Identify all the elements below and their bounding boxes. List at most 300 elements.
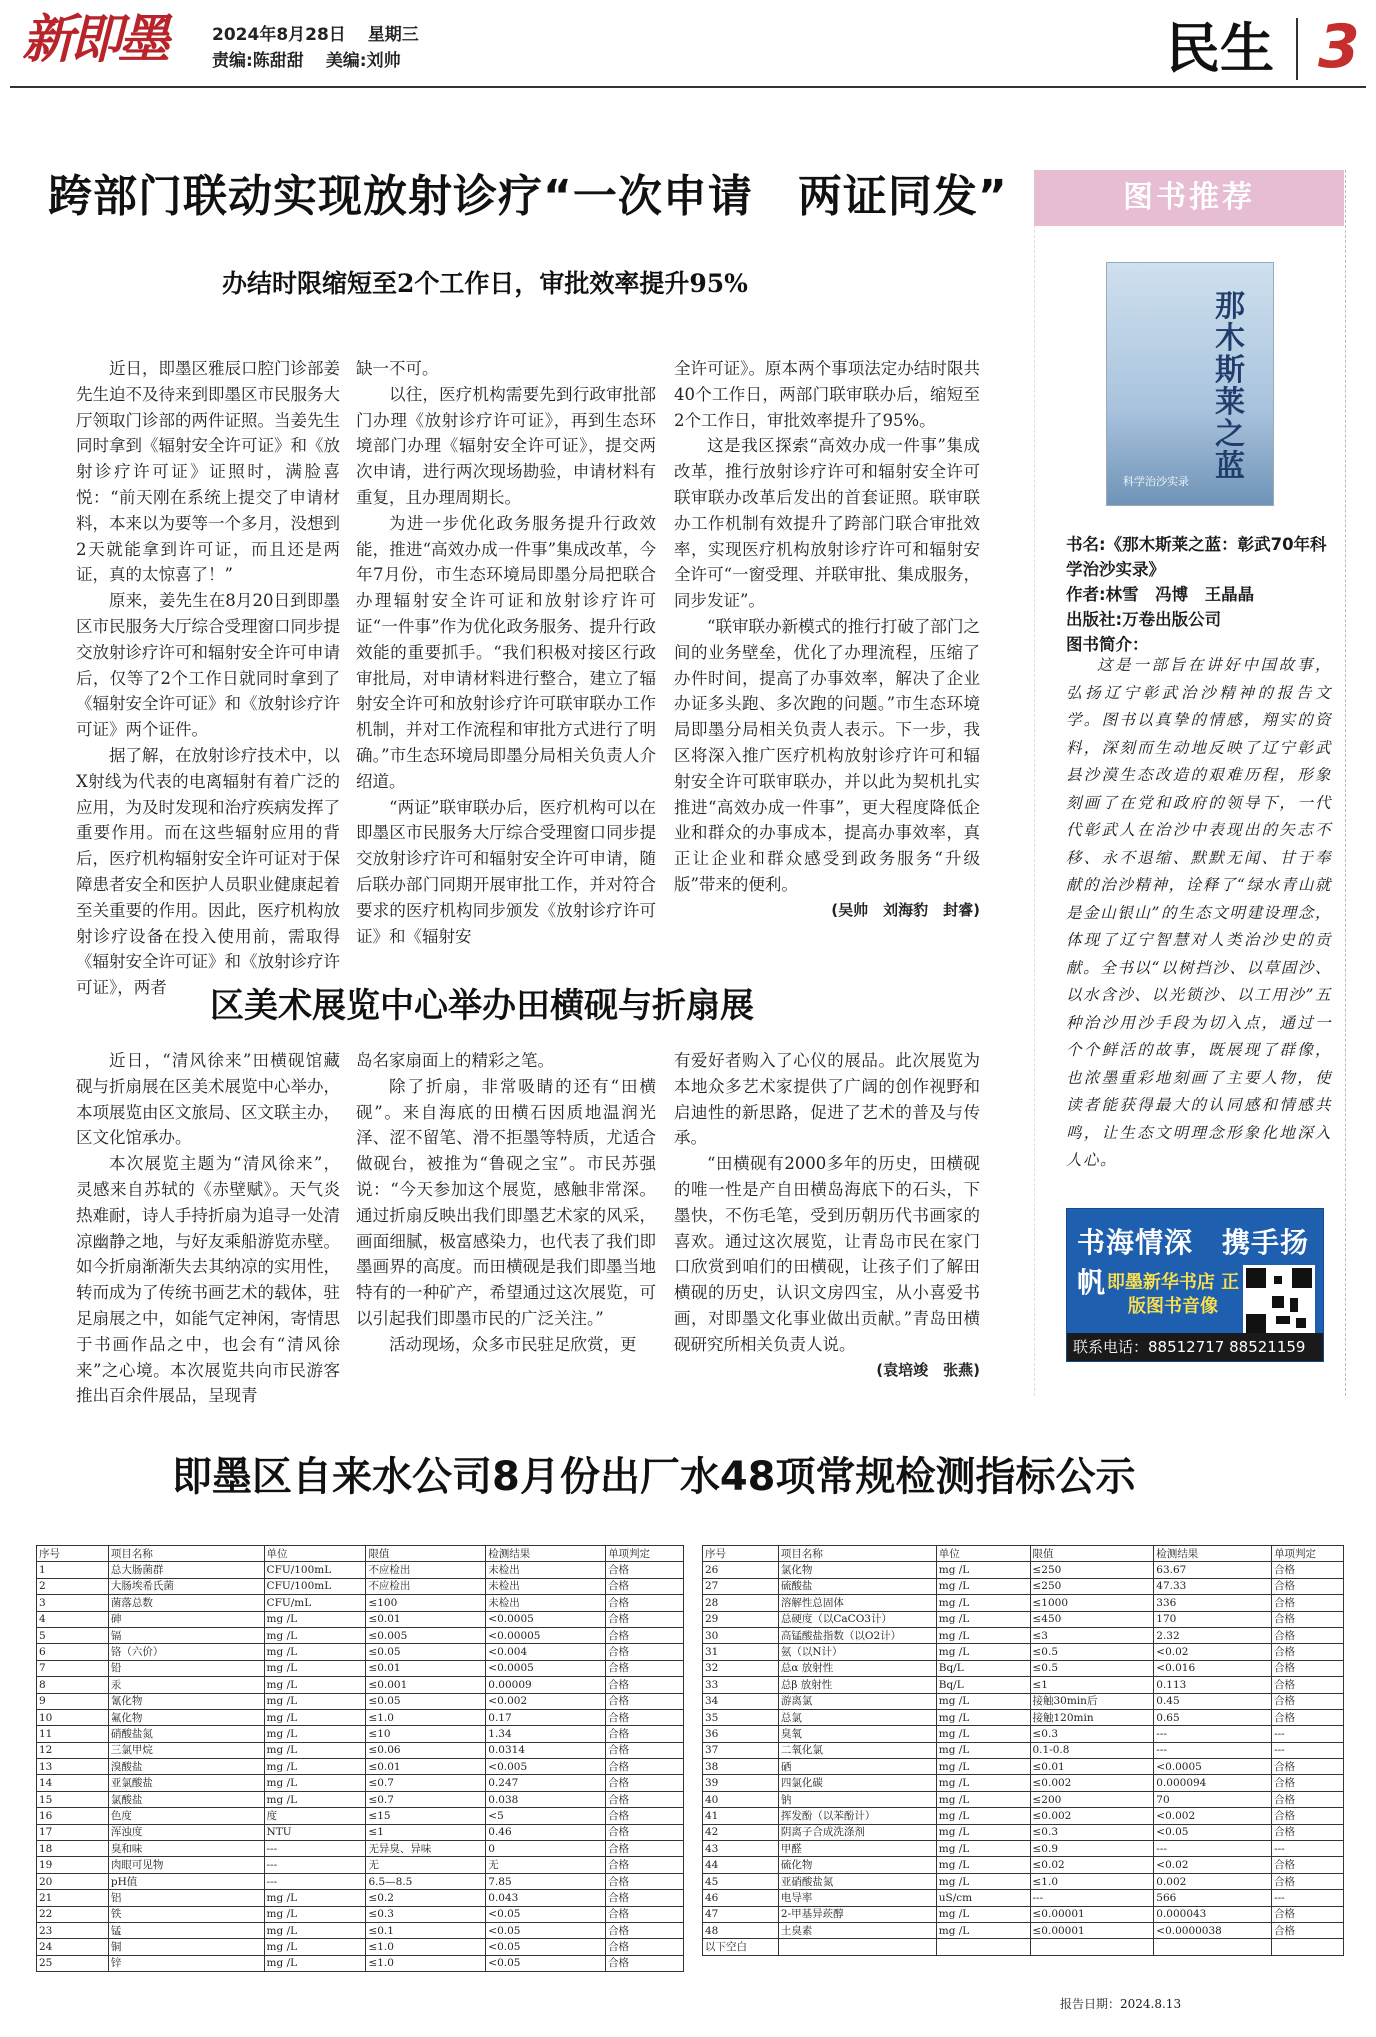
table-row	[703, 1775, 1344, 1791]
table-cell: ≤1	[366, 1824, 486, 1840]
article1-title: 跨部门联动实现放射诊疗“一次申请 两证同发”	[48, 171, 1008, 222]
paragraph: “联审联办新模式的推行打破了部门之间的业务壁垒，优化了办理流程，压缩了办件时间，提高了办事效率，解决了企业办证多头跑、多次跑的问题。”市生态环境局即墨分局相关负责人表示。下一步，我区将深入推广医疗机构放射诊疗许可和辐射安全许可联审联办，并以此为契机扎实推进“高效办成一件事”，更大程度降低企业和群众的办事成本，提高办事效率，真正让企业和群众感受到政务服务“升级版”带来的便利。	[674, 616, 980, 894]
water-table-left	[36, 1545, 684, 1972]
table-cell: 无	[486, 1857, 606, 1873]
table-cell: mg /L	[264, 1693, 366, 1709]
table-cell: ---	[1154, 1726, 1272, 1742]
table-row	[37, 1562, 684, 1578]
header-cell: 序号	[703, 1546, 779, 1562]
table-cell: ≤0.002	[1030, 1775, 1154, 1791]
table-cell: mg /L	[936, 1759, 1030, 1775]
table-cell: 硫化物	[778, 1857, 936, 1873]
table-cell: 合格	[1272, 1873, 1344, 1889]
table-cell: 19	[37, 1857, 109, 1873]
report-date: 报告日期：2024.8.13	[1060, 1997, 1182, 2011]
table-row	[703, 1709, 1344, 1725]
table-cell: 铬（六价）	[108, 1644, 264, 1660]
table-row	[37, 1677, 684, 1693]
table-cell: CFU/100mL	[264, 1578, 366, 1594]
table-cell: 汞	[108, 1677, 264, 1693]
table-cell: mg /L	[264, 1742, 366, 1758]
table-cell: 合格	[606, 1726, 684, 1742]
water-notice-title: 即墨区自来水公司8月份出厂水48项常规检测指标公示	[172, 1454, 1136, 1500]
table-cell: 合格	[606, 1578, 684, 1594]
table-cell: 总α 放射性	[778, 1660, 936, 1676]
table-cell: NTU	[264, 1824, 366, 1840]
table-cell: 0.043	[486, 1890, 606, 1906]
table-cell: ≤1.0	[366, 1955, 486, 1971]
table-cell: 0.0314	[486, 1742, 606, 1758]
table-cell: <0.00005	[486, 1627, 606, 1643]
table-row	[37, 1939, 684, 1955]
table-cell: 合格	[606, 1611, 684, 1627]
article2-col3	[674, 1048, 980, 1383]
table-cell: mg /L	[936, 1873, 1030, 1889]
table-cell: 31	[703, 1644, 779, 1660]
table-cell: 34	[703, 1693, 779, 1709]
header-cell: 项目名称	[108, 1546, 264, 1562]
table-cell: 亚氯酸盐	[108, 1775, 264, 1791]
table-row	[37, 1742, 684, 1758]
table-cell: 48	[703, 1922, 779, 1938]
table-cell: ≤0.05	[366, 1644, 486, 1660]
table-row	[703, 1922, 1344, 1938]
table-row	[703, 1841, 1344, 1857]
table-cell: <0.005	[486, 1759, 606, 1775]
table-cell: 总β 放射性	[778, 1677, 936, 1693]
table-cell: mg /L	[936, 1824, 1030, 1840]
table-cell: 接触30min后	[1030, 1693, 1154, 1709]
table-cell: 大肠埃希氏菌	[108, 1578, 264, 1594]
table-cell: <0.0005	[486, 1611, 606, 1627]
table-cell: 总硬度（以CaCO3计）	[778, 1611, 936, 1627]
table-cell: 46	[703, 1890, 779, 1906]
table-cell: 溴酸盐	[108, 1759, 264, 1775]
table-cell: 亚硝酸盐氮	[778, 1873, 936, 1889]
table-cell: 氰化物	[108, 1693, 264, 1709]
table-cell: 0.17	[486, 1709, 606, 1725]
table-cell: 合格	[606, 1939, 684, 1955]
table-cell: 1.34	[486, 1726, 606, 1742]
table-cell: mg /L	[264, 1955, 366, 1971]
paragraph: “田横砚有2000多年的历史，田横砚的唯一性是产自田横岛海底下的石头，下墨快，不伤毛笔，受到历朝历代书画家的喜欢。通过这次展览，让青岛市民在家门口欣赏到咱们的田横砚，让孩子们了解田横砚的历史，认识文房四宝，从小喜爱书画，对即墨文化事业做出贡献。”青岛田横砚研究所相关负责人说。	[674, 1154, 980, 1354]
table-cell: 合格	[1272, 1857, 1344, 1873]
table-cell: 合格	[606, 1742, 684, 1758]
table-row	[37, 1841, 684, 1857]
table-cell: 7	[37, 1660, 109, 1676]
table-cell: <0.004	[486, 1644, 606, 1660]
table-cell: 合格	[606, 1627, 684, 1643]
table-row	[37, 1660, 684, 1676]
table-cell: 合格	[606, 1873, 684, 1889]
table-cell: 三氯甲烷	[108, 1742, 264, 1758]
table-row	[703, 1742, 1344, 1758]
table-cell: 无异臭、异味	[366, 1841, 486, 1857]
table-cell: 硝酸盐氮	[108, 1726, 264, 1742]
table-cell: mg /L	[936, 1808, 1030, 1824]
table-row	[703, 1890, 1344, 1906]
table-cell: ≤10	[366, 1726, 486, 1742]
table-cell: 合格	[606, 1824, 684, 1840]
table-cell	[1272, 1939, 1344, 1955]
table-cell: 合格	[606, 1775, 684, 1791]
table-cell: mg /L	[936, 1562, 1030, 1578]
table-cell: ≤0.01	[366, 1759, 486, 1775]
article1-byline: (吴帅 刘海豹 封睿)	[831, 900, 980, 919]
table-cell: ---	[264, 1857, 366, 1873]
bookstore-ad-slogan: 书海情深 携手扬帆	[1077, 1226, 1310, 1299]
table-row	[703, 1693, 1344, 1709]
masthead-divider	[1296, 18, 1298, 80]
table-row	[37, 1890, 684, 1906]
table-cell: <0.016	[1154, 1660, 1272, 1676]
paragraph: 据了解，在放射诊疗技术中，以X射线为代表的电离辐射有着广泛的应用，为及时发现和治疗疾病发挥了重要作用。而在这些辐射应用的背后，医疗机构辐射安全许可证对于保障患者安全和医护人员职业健康起着至关重要的作用。因此，医疗机构放射诊疗设备在投入使用前，需取得《辐射安全许可证》和《放射诊疗许可证》，两者	[76, 745, 340, 998]
table-cell: 铝	[108, 1890, 264, 1906]
table-cell: 2	[37, 1578, 109, 1594]
table-row	[37, 1824, 684, 1840]
table-cell: mg /L	[264, 1677, 366, 1693]
book-cover-subtitle: 科学治沙实录	[1123, 475, 1189, 488]
table-cell: 合格	[606, 1759, 684, 1775]
table-cell: 14	[37, 1775, 109, 1791]
table-cell: 336	[1154, 1595, 1272, 1611]
table-cell: 无	[366, 1857, 486, 1873]
header-cell: 限值	[366, 1546, 486, 1562]
table-cell: 合格	[1272, 1562, 1344, 1578]
table-cell: 47.33	[1154, 1578, 1272, 1594]
table-cell: ≤0.005	[366, 1627, 486, 1643]
table-cell: 2.32	[1154, 1627, 1272, 1643]
table-cell: ≤0.01	[366, 1611, 486, 1627]
table-cell: 合格	[606, 1791, 684, 1807]
table-cell: ---	[1154, 1742, 1272, 1758]
table-cell: 合格	[1272, 1791, 1344, 1807]
table-row	[37, 1759, 684, 1775]
newspaper-logo: 新即墨	[22, 9, 167, 70]
table-cell: 16	[37, 1808, 109, 1824]
table-cell: ---	[1272, 1890, 1344, 1906]
table-row	[37, 1873, 684, 1889]
table-cell: uS/cm	[936, 1890, 1030, 1906]
paragraph: 这是我区探索“高效办成一件事”集成改革，推行放射诊疗许可和辐射安全许可联审联办改革后发出的首套证照。联审联办工作机制有效提升了跨部门联合审批效率，实现医疗机构放射诊疗许可和辐射安全许可“一窗受理、并联审批、集成服务，同步发证”。	[674, 436, 980, 611]
table-cell: mg /L	[264, 1791, 366, 1807]
table-cell: ≤250	[1030, 1578, 1154, 1594]
table-cell: 0.002	[1154, 1873, 1272, 1889]
table-cell: 1	[37, 1562, 109, 1578]
table-cell: <5	[486, 1808, 606, 1824]
paragraph: 近日，即墨区雅辰口腔门诊部姜先生迫不及待来到即墨区市民服务大厅领取门诊部的两件证照。当姜先生同时拿到《辐射安全许可证》和《放射诊疗许可证》证照时，满脸喜悦：“前天刚在系统上提交了申请材料，本来以为要等一个多月，没想到2天就能拿到许可证，而且还是两证，真的太惊喜了！”	[76, 359, 340, 585]
table-row	[37, 1611, 684, 1627]
table-cell: mg /L	[936, 1791, 1030, 1807]
table-cell: mg /L	[936, 1578, 1030, 1594]
header-cell: 单位	[936, 1546, 1030, 1562]
table-cell: 566	[1154, 1890, 1272, 1906]
table-cell: 合格	[1272, 1808, 1344, 1824]
table-cell: 合格	[1272, 1627, 1344, 1643]
table-cell: ---	[264, 1841, 366, 1857]
table-cell: ≤200	[1030, 1791, 1154, 1807]
table-cell: 0.000094	[1154, 1775, 1272, 1791]
table-cell: mg /L	[936, 1611, 1030, 1627]
table-cell: <0.02	[1154, 1857, 1272, 1873]
table-cell: 10	[37, 1709, 109, 1725]
book-cover-image	[1106, 262, 1274, 506]
table-cell: 合格	[606, 1693, 684, 1709]
table-cell: 40	[703, 1791, 779, 1807]
table-cell: mg /L	[264, 1759, 366, 1775]
table-cell: 6	[37, 1644, 109, 1660]
table-cell: ≤1.0	[366, 1709, 486, 1725]
table-cell: 土臭素	[778, 1922, 936, 1938]
table-row	[703, 1660, 1344, 1676]
table-cell: 29	[703, 1611, 779, 1627]
table-cell: ≤0.01	[1030, 1759, 1154, 1775]
table-row	[703, 1644, 1344, 1660]
table-cell: 39	[703, 1775, 779, 1791]
table-cell: 合格	[606, 1595, 684, 1611]
table-cell: 3	[37, 1595, 109, 1611]
table-cell: 11	[37, 1726, 109, 1742]
table-cell: 12	[37, 1742, 109, 1758]
table-cell: 合格	[1272, 1775, 1344, 1791]
table-cell: ---	[1030, 1890, 1154, 1906]
table-cell: ≤0.02	[1030, 1857, 1154, 1873]
table-cell: 合格	[1272, 1922, 1344, 1938]
table-cell: 肉眼可见物	[108, 1857, 264, 1873]
table-cell: 63.67	[1154, 1562, 1272, 1578]
table-cell: 17	[37, 1824, 109, 1840]
table-cell: mg /L	[936, 1644, 1030, 1660]
table-row	[703, 1857, 1344, 1873]
table-row	[37, 1791, 684, 1807]
table-cell: 砷	[108, 1611, 264, 1627]
table-cell: ---	[1154, 1841, 1272, 1857]
table-cell: <0.002	[486, 1693, 606, 1709]
qr-code-icon	[1243, 1265, 1315, 1337]
table-cell: 37	[703, 1742, 779, 1758]
table-row	[37, 1922, 684, 1938]
table-cell: 合格	[606, 1955, 684, 1971]
table-cell: ≤0.9	[1030, 1841, 1154, 1857]
table-cell: 未检出	[486, 1562, 606, 1578]
table-cell: mg /L	[936, 1906, 1030, 1922]
table-cell: mg /L	[264, 1922, 366, 1938]
table-row	[703, 1791, 1344, 1807]
table-cell: 70	[1154, 1791, 1272, 1807]
table-cell: 23	[37, 1922, 109, 1938]
table-cell: 22	[37, 1906, 109, 1922]
table-cell: ---	[1272, 1726, 1344, 1742]
paragraph: 岛名家扇面上的精彩之笔。	[356, 1051, 554, 1070]
table-cell: 合格	[606, 1709, 684, 1725]
table-cell: ≤0.05	[366, 1693, 486, 1709]
table-cell: ≤0.001	[366, 1677, 486, 1693]
table-cell: ≤0.2	[366, 1890, 486, 1906]
table-row	[703, 1759, 1344, 1775]
table-cell: 合格	[1272, 1693, 1344, 1709]
table-cell: <0.0000038	[1154, 1922, 1272, 1938]
table-cell: 41	[703, 1808, 779, 1824]
table-cell: 45	[703, 1873, 779, 1889]
designer-credit: 美编:刘帅	[325, 51, 401, 71]
table-cell: <0.002	[1154, 1808, 1272, 1824]
table-row	[37, 1955, 684, 1971]
table-row	[37, 1775, 684, 1791]
table-cell: ≤0.002	[1030, 1808, 1154, 1824]
table-cell: Bq/L	[936, 1660, 1030, 1676]
table-header-row	[37, 1546, 684, 1562]
table-cell: 色度	[108, 1808, 264, 1824]
table-cell: mg /L	[264, 1726, 366, 1742]
header-cell: 检测结果	[486, 1546, 606, 1562]
table-cell: ≤3	[1030, 1627, 1154, 1643]
table-row	[703, 1611, 1344, 1627]
table-cell: 20	[37, 1873, 109, 1889]
book-meta	[1066, 532, 1334, 657]
table-cell: mg /L	[264, 1611, 366, 1627]
table-row	[37, 1906, 684, 1922]
paragraph: 除了折扇，非常吸睛的还有“田横砚”。来自海底的田横石因质地温润光泽、涩不留笔、滑不拒墨等特质，尤适合做砚台，被推为“鲁砚之宝”。市民苏强说：“今天参加这个展览，感触非常深。通过折扇反映出我们即墨艺术家的风采，画面细腻，极富感染力，也代表了我们即墨画界的高度。而田横砚是我们即墨当地特有的一种矿产，希望通过这次展览，可以引起我们即墨市民的广泛关注。”	[356, 1076, 656, 1328]
table-row	[37, 1709, 684, 1725]
table-cell: 未检出	[486, 1578, 606, 1594]
table-cell: mg /L	[264, 1906, 366, 1922]
table-row	[37, 1726, 684, 1742]
issue-date: 2024年8月28日	[212, 25, 346, 45]
section-name: 民生	[1166, 17, 1274, 80]
article2-byline: (袁培竣 张燕)	[876, 1360, 980, 1379]
header-cell: 序号	[37, 1546, 109, 1562]
table-cell: 硫酸盐	[778, 1578, 936, 1594]
table-cell: 6.5—8.5	[366, 1873, 486, 1889]
table-cell: 27	[703, 1578, 779, 1594]
table-cell: mg /L	[264, 1709, 366, 1725]
table-header-row	[703, 1546, 1344, 1562]
table-cell: <0.0005	[486, 1660, 606, 1676]
paragraph: 活动现场，众多市民驻足欣赏，更	[389, 1334, 637, 1354]
table-cell: ≤0.00001	[1030, 1922, 1154, 1938]
table-row	[703, 1824, 1344, 1840]
table-cell: 未检出	[486, 1595, 606, 1611]
table-cell: mg /L	[936, 1742, 1030, 1758]
table-cell: 溶解性总固体	[778, 1595, 936, 1611]
table-cell: ≤0.7	[366, 1791, 486, 1807]
table-cell: 合格	[606, 1644, 684, 1660]
table-cell: 锌	[108, 1955, 264, 1971]
table-cell: 0.113	[1154, 1677, 1272, 1693]
table-cell: ≤1	[1030, 1677, 1154, 1693]
table-cell: 32	[703, 1660, 779, 1676]
bookstore-ad-phone: 联系电话：88512717 88521159	[1067, 1333, 1323, 1361]
table-cell: 21	[37, 1890, 109, 1906]
table-cell: 0.65	[1154, 1709, 1272, 1725]
table-cell: 0.45	[1154, 1693, 1272, 1709]
table-row	[37, 1627, 684, 1643]
article2-col1	[76, 1048, 340, 1409]
table-row	[703, 1906, 1344, 1922]
table-row	[703, 1627, 1344, 1643]
table-cell: CFU/mL	[264, 1595, 366, 1611]
header-cell: 限值	[1030, 1546, 1154, 1562]
table-cell	[1154, 1939, 1272, 1955]
table-cell: 铅	[108, 1660, 264, 1676]
table-cell: 铜	[108, 1939, 264, 1955]
table-cell: 镉	[108, 1627, 264, 1643]
article2-col2	[356, 1048, 656, 1358]
table-cell: 24	[37, 1939, 109, 1955]
table-cell: 高锰酸盐指数（以O2计）	[778, 1627, 936, 1643]
table-cell: <0.0005	[1154, 1759, 1272, 1775]
book-intro-label: 图书简介：	[1066, 635, 1149, 654]
table-cell: mg /L	[936, 1627, 1030, 1643]
table-cell: 钠	[778, 1791, 936, 1807]
table-cell: 35	[703, 1709, 779, 1725]
table-cell: 氟化物	[108, 1709, 264, 1725]
table-cell: mg /L	[936, 1693, 1030, 1709]
header-cell: 检测结果	[1154, 1546, 1272, 1562]
table-cell: 0.1-0.8	[1030, 1742, 1154, 1758]
table-row	[703, 1726, 1344, 1742]
table-cell: mg /L	[936, 1775, 1030, 1791]
table-cell: 5	[37, 1627, 109, 1643]
paragraph: 以往，医疗机构需要先到行政审批部门办理《放射诊疗许可证》，再到生态环境部门办理《辐射安全许可证》，提交两次申请，进行两次现场勘验，申请材料有重复，且办理周期长。	[356, 384, 656, 507]
table-cell: ≤1000	[1030, 1595, 1154, 1611]
paragraph: 近日，“清风徐来”田横砚馆藏砚与折扇展在区美术展览中心举办，本项展览由区文旅局、区文联主办，区文化馆承办。	[76, 1051, 340, 1148]
table-cell: 度	[264, 1808, 366, 1824]
table-cell: ≤0.01	[366, 1660, 486, 1676]
table-cell: 44	[703, 1857, 779, 1873]
table-cell: 0.000043	[1154, 1906, 1272, 1922]
table-row	[703, 1939, 1344, 1955]
table-cell: 阴离子合成洗涤剂	[778, 1824, 936, 1840]
bookstore-ad	[1066, 1208, 1324, 1362]
table-cell: 30	[703, 1627, 779, 1643]
book-intro	[1066, 652, 1332, 1175]
table-cell: 锰	[108, 1922, 264, 1938]
table-cell: <0.05	[486, 1955, 606, 1971]
table-cell: 合格	[606, 1857, 684, 1873]
book-cover-title: 那木斯莱之蓝	[1215, 289, 1245, 484]
table-cell: 18	[37, 1841, 109, 1857]
table-cell: mg /L	[264, 1627, 366, 1643]
masthead-rule	[10, 86, 1366, 88]
table-cell: 合格	[1272, 1611, 1344, 1627]
table-row	[703, 1595, 1344, 1611]
table-cell: ≤0.3	[1030, 1726, 1154, 1742]
table-cell: 游离氯	[778, 1693, 936, 1709]
table-cell: 2-甲基异莰醇	[778, 1906, 936, 1922]
table-row	[703, 1677, 1344, 1693]
issue-weekday: 星期三	[367, 25, 419, 45]
table-cell: 28	[703, 1595, 779, 1611]
book-intro-text: 这是一部旨在讲好中国故事，弘扬辽宁彰武治沙精神的报告文学。图书以真挚的情感，翔实的资料，深刻而生动地反映了辽宁彰武县沙漠生态改造的艰难历程，形象刻画了在党和政府的领导下，一代代彰武人在治沙中表现出的矢志不移、永不退缩、默默无闻、甘于奉献的治沙精神，诠释了“绿水青山就是金山银山”的生态文明建设理念，体现了辽宁智慧对人类治沙史的贡献。全书以“以树挡沙、以草固沙、以水含沙、以光锁沙、以工用沙”五种治沙用沙手段为切入点，通过一个个鲜活的故事，既展现了群像，也浓墨重彩地刻画了主要人物，使读者能获得最大的认同感和情感共鸣，让生态文明理念形象化地深入人心。	[1066, 656, 1332, 1169]
table-cell: 4	[37, 1611, 109, 1627]
table-cell	[1030, 1939, 1154, 1955]
table-cell: mg /L	[936, 1709, 1030, 1725]
table-cell: <0.05	[486, 1922, 606, 1938]
table-cell: ≤15	[366, 1808, 486, 1824]
table-cell: ≤250	[1030, 1562, 1154, 1578]
table-cell: <0.05	[486, 1939, 606, 1955]
table-cell: ≤100	[366, 1595, 486, 1611]
editor-credit: 责编:陈甜甜	[212, 51, 304, 71]
table-cell: 接触120min	[1030, 1709, 1154, 1725]
table-cell: 不应检出	[366, 1562, 486, 1578]
table-cell: 合格	[1272, 1824, 1344, 1840]
table-cell: 26	[703, 1562, 779, 1578]
table-cell: ≤1.0	[366, 1939, 486, 1955]
table-row	[703, 1808, 1344, 1824]
table-cell: mg /L	[264, 1775, 366, 1791]
